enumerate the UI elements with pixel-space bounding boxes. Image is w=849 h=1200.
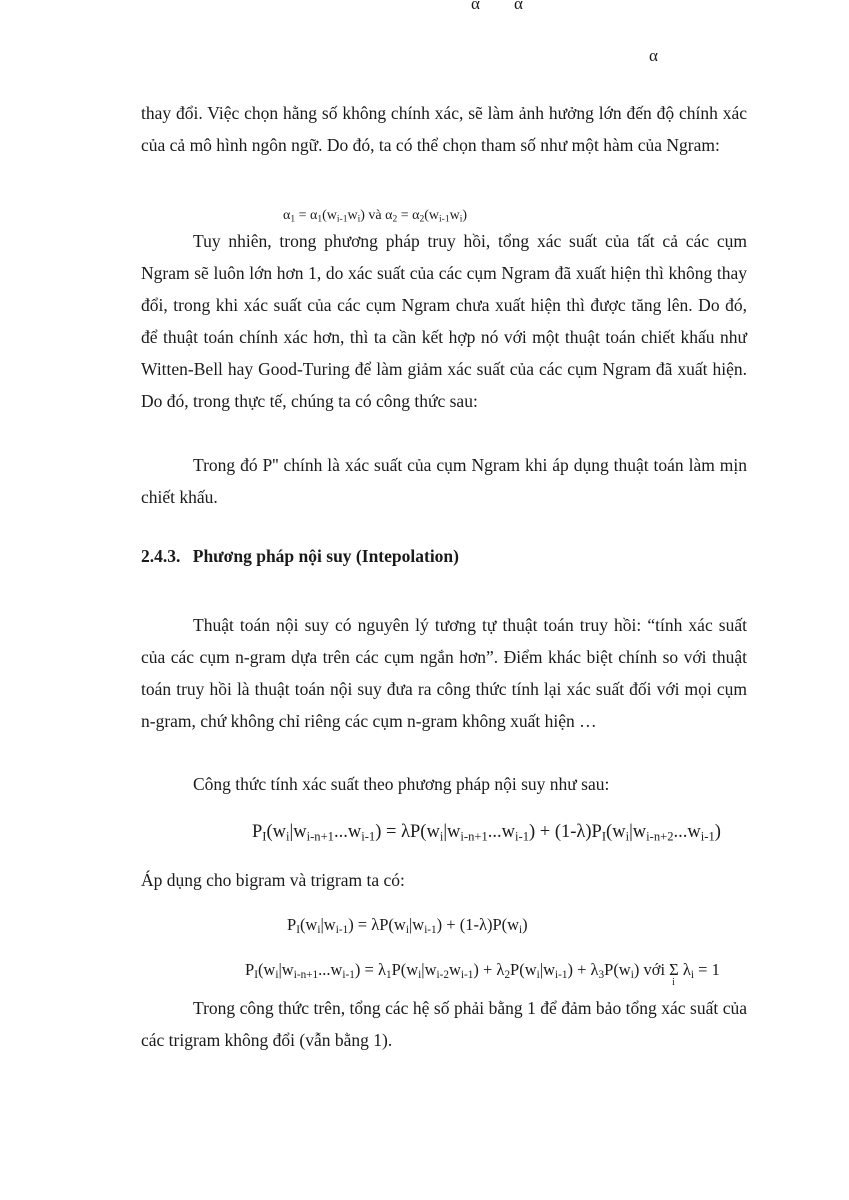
section-number: 2.4.3.: [141, 546, 181, 566]
paragraph-intro: [141, 97, 747, 161]
paragraph-conclusion: [141, 992, 747, 1056]
formula-content: $P_I(w_i|w_{i-n+1}...w_{i-1}) = \lambda P(w_i|w_{i-n+1}...w_{i-1}) + (1-\lambda)P_I(w_i|w_{i-n+2}...w_{i-1})$: [252, 822, 721, 844]
formula-content: $P_I(w_i|w_{i-1}) = \lambda P(w_i|w_{i-1}) + (1-\lambda)P(w_i)$: [287, 915, 528, 937]
formula-interpolation: [252, 822, 721, 843]
paragraph-formula-intro: [141, 768, 747, 800]
formula-alpha-functions: [283, 208, 467, 224]
paragraph-text: Trong công thức trên, tổng các hệ số phải bằng 1 để đảm bảo tổng xác suất của các trigram không đổi (vẫn bằng 1).: [141, 998, 747, 1050]
paragraph-discount: [141, 449, 747, 513]
paragraph-interpolation: [141, 609, 747, 737]
paragraph-text: Trong đó P'' chính là xác suất của cụm Ngram khi áp dụng thuật toán làm mịn chiết khấu.: [141, 455, 747, 507]
paragraph-text: Tuy nhiên, trong phương pháp truy hồi, tổng xác suất của tất cả các cụm Ngram sẽ luôn lớn hơn 1, do xác suất của các cụm Ngram đã xuất hiện thì không thay đổi, trong khi xác suất của các cụm Ngram chưa xuất hiện thì được tăng lên. Do đó, để thuật toán chính xác hơn, thì ta cần kết hợp nó với một thuật toán chiết khấu như Witten-Bell hay Good-Turing để làm giảm xác suất của các cụm Ngram đã xuất hiện. Do đó, trong thực tế, chúng ta có công thức sau:: [141, 231, 747, 411]
sum-symbol: Σ i: [669, 960, 679, 988]
header-alpha-3: α: [649, 46, 658, 65]
formula-content: $P_I(w_i|w_{i-n+1}...w_{i-1}) = \lambda_1P(w_i|w_{i-2}w_{i-1}) + \lambda_2P(w_i|w_{i-1}) + \lambda_3P(w_i)$ với Σ i $\lambda_i = 1$: [245, 960, 720, 988]
paragraph-text: thay đổi. Việc chọn hằng số không chính xác, sẽ làm ảnh hưởng lớn đến độ chính xác của cả mô hình ngôn ngữ. Do đó, ta có thể chọn tham số như một hàm của Ngram:: [141, 103, 747, 155]
formula-content: $\alpha_1 = \alpha_1(w_{i-1}w_i)$ và $\alpha_2 = \alpha_2(w_{i-1}w_i)$: [283, 208, 468, 225]
paragraph-text: Công thức tính xác suất theo phương pháp nội suy như sau:: [193, 774, 610, 794]
section-title: Phương pháp nội suy (Intepolation): [192, 546, 459, 566]
formula-trigram: [245, 960, 720, 988]
section-heading: [141, 546, 459, 567]
header-alpha-2: α: [514, 0, 523, 13]
paragraph-backoff: [141, 225, 747, 417]
paragraph-text: Áp dụng cho bigram và trigram ta có:: [141, 870, 405, 890]
header-alpha-1: α: [471, 0, 480, 13]
paragraph-text: Thuật toán nội suy có nguyên lý tương tự thuật toán truy hồi: “tính xác suất của các cụm n-gram dựa trên các cụm ngắn hơn”. Điểm khác biệt chính so với thuật toán truy hồi là thuật toán nội suy đưa ra công thức tính lại xác suất đối với mọi cụm n-gram, chứ không chỉ riêng các cụm n-gram không xuất hiện …: [141, 615, 747, 731]
formula-bigram: [287, 915, 528, 935]
paragraph-bigram-trigram: [141, 864, 405, 896]
